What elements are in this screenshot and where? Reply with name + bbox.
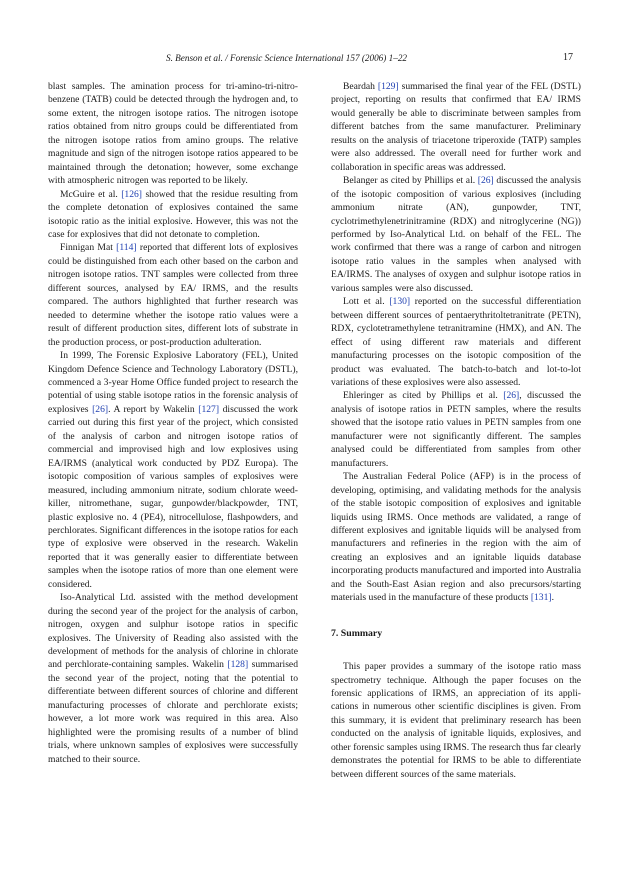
paragraph-text: Beardah	[343, 81, 378, 92]
paragraph-text: reported that different lots of explosives could be distinguished from each other based on the carbon and nitrogen isotope ratios. TNT samples were collected from three different sources, analysed by EA/ IRMS, and the results compared. The authors highlighted that further research was needed to determine whether the isotope ratio values were a result of different production sites, different lots of substrate in the production process, or post-production adulteration.	[48, 242, 298, 348]
paragraph-text: , discussed the analysis of isotope ratios in PETN samples, where the results showed that the isotope ratio values in PETN samples from one manufacturer were not significantly different. The samples analysed could be differentiated from samples from other manufacturers.	[331, 390, 581, 469]
paragraph-text: reported on the successful differentiation between different sources of pentaerythritoltetranitrate (PETN), RDX, cyclotetramethylene tetranitramine (HMX), and AN. The effect of using different raw materials and different manufacturing processes on the isotopic composition of the product was evaluated. The batch-to-batch and lot-to-lot variations of these explosives were also assessed.	[331, 296, 581, 388]
right-column	[331, 80, 581, 781]
citation-link[interactable]: [131]	[530, 592, 552, 604]
paragraph	[331, 80, 581, 174]
paragraph-text: Ehleringer as cited by Phillips et al.	[343, 390, 504, 402]
paragraph-text: McGuire et al.	[60, 188, 122, 200]
citation-link[interactable]: [26]	[503, 390, 520, 402]
paragraph-text: Lott et al.	[343, 296, 390, 308]
paragraph-text: discussed the analysis of the isotopic composition of various explosives (including ammonium nitrate (AN), gunpowder, TNT, cyclotrimethylenetrinitramine (RDX) and nitroglycerine (NG)) performed by Iso-Analytical Ltd. on behalf of the FEL. The work confirmed that there was a range of carbon and nitrogen isotope ratio values in the samples when analysed with EA/IRMS. The analyses of oxygen and sulphur isotope ratios in various samples were also discussed.	[331, 175, 581, 294]
citation-link[interactable]: [26]	[477, 175, 494, 187]
paragraph	[48, 349, 298, 591]
citation-link[interactable]: [129]	[377, 81, 399, 92]
paragraph-text: summarised the second year of the project, noting that the potential to differentiate between different sources of chlorine and different manufacturing processes of chlorate and perchlorate exists; however, a lot more work was required in this area. Also highlighted were the promising results of a number of blind trials, where unknown samples of explosives were successfully matched to their source.	[48, 659, 298, 765]
section-heading: 7. Summary	[331, 627, 383, 639]
paragraph-text: showed that the residue resulting from the complete detonation of explosives contained the same isotopic ratio as the initial explosive. However, this was not the case for explosives that did not detonate to completion.	[48, 188, 299, 240]
journal-reference: S. Benson et al. / Forensic Science International 157 (2006) 1–22	[165, 53, 408, 63]
citation-link[interactable]: [130]	[389, 296, 411, 308]
paragraph-text: Finnigan Mat	[60, 242, 117, 254]
paragraph-text: The Australian Federal Police (AFP) is in the process of developing, optimising, and validating methods for the analysis of the stable isotopic composition of explosives and ignitable liquids using IRMS. Once methods are validated, a range of different explosives and ignitable liquids will be analysed from manufacturers and refineries in the region with the aim of creating an explosives and an ignitable liquids database incorporating products manufactured and imported into Australia and the South-East Asian region and also precursors/starting materials used in the manufacture of these products	[331, 471, 581, 604]
paragraph	[331, 295, 581, 389]
citation-link[interactable]: [126]	[121, 188, 142, 200]
paragraph	[331, 470, 581, 605]
paragraph-text: . A report by Wakelin	[108, 403, 199, 415]
citation-link[interactable]: [127]	[198, 403, 220, 415]
left-column	[48, 80, 298, 766]
citation-link[interactable]: [26]	[92, 403, 109, 415]
page-number: 17	[563, 52, 573, 63]
paragraph-text: summarised the final year of the FEL (DSTL) project, reporting on results that confirmed that EA/ IRMS would generally be able to discriminate between samples from different batches from the same manufacturer. Preliminary results on the analysis of triacetone triperoxide (TATP) samples were also addressed. The overall need for further work and collaboration in specific areas was addressed.	[331, 81, 581, 173]
citation-link[interactable]: [114]	[116, 242, 137, 254]
paragraph-text: discussed the work carried out during this first year of the project, which consisted of the analysis of carbon and nitrogen isotope ratios of commercial and improvised high and low explosives using EA/IRMS (analytical work conducted by PDZ Europa). The isotopic composition of various samples of explosives were measured, including ammonium nitrate, sodium chlorate weed-killer, nitromethane, sugar, gunpowder/blackpowder, TNT, plastic explosive no. 4 (PE4), nitrocellulose, flashpowders, and perchlorates. Significant differences in the isotope ratios for each type of explosive were observed in the research. Wakelin reported that it was generally easier to differentiate between samples when the isotope ratios of more than one element were considered.	[48, 403, 298, 590]
running-header	[0, 51, 573, 65]
paragraph	[331, 389, 581, 470]
paragraph-text: Iso-Analytical Ltd. assisted with the method development during the second year of the project for the analysis of carbon, nitrogen, oxygen and sulphur isotope ratios in specific explosives. The University of Reading also assisted with the development of methods for the analysis of chlorine in chlorate and perchlorate-containing samples. Wakelin	[48, 592, 298, 671]
paragraph	[48, 241, 298, 349]
paragraph	[331, 174, 581, 295]
paragraph-text: .	[551, 592, 554, 604]
citation-link[interactable]: [128]	[227, 659, 249, 671]
paragraph-text: blast samples. The amination process for tri-amino-tri-nitrobenzene (TATB) could be detected through the hydrogen and, to some extent, the nitrogen isotope ratios. The nitrogen isotope ratios obtained from nitro groups could be differentiated from the nitrogen isotope ratios from amino groups. The relative magnitude and sign of the nitrogen isotope ratios appeared to be maintained through the detonation; however, some exchange with atmospheric nitrogen was reported to be likely.	[48, 81, 298, 187]
paragraph	[331, 660, 581, 781]
paragraph	[48, 591, 298, 766]
paragraph-text: This paper provides a summary of the isotope ratio mass spectrometry technique. Although the paper focuses on the forensic applications of IRMS, an appreciation of its applications in numerous other scientific disciplines is given. From this summary, it is evident that preliminary research has been conducted on the analysis of ignitable liquids, explosives, and other forensic samples using IRMS. The research thus far clearly demonstrates the potential for IRMS to be able to differentiate between different sources of the same materials.	[331, 661, 581, 780]
paragraph	[48, 80, 298, 188]
paragraph-text: In 1999, The Forensic Explosive Laboratory (FEL), United Kingdom Defence Science and Technology Laboratory (DSTL), commenced a 3-year Home Office funded project to research the potential of using stable isotope ratios in the forensic analysis of explosives	[48, 350, 298, 415]
paragraph	[48, 188, 298, 242]
paragraph-text: Belanger as cited by Phillips et al.	[343, 175, 478, 187]
